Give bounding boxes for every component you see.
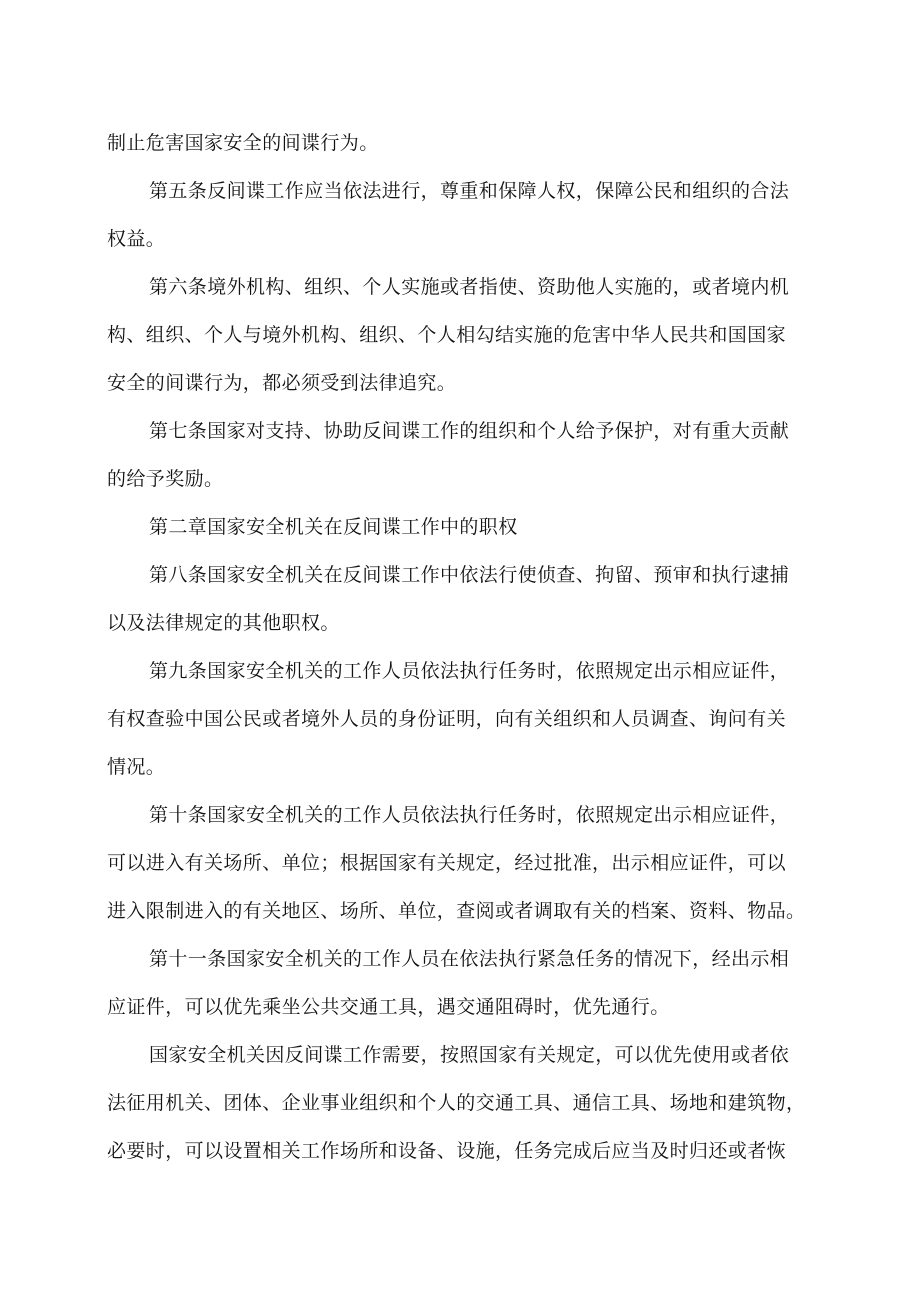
text-line: 权益。 — [107, 228, 166, 250]
text-line: 第八条国家安全机关在反间谍工作中依法行使侦查、拘留、预审和执行逮捕 — [149, 564, 790, 586]
document-body — [107, 119, 822, 1175]
text-line: 进入限制进入的有关地区、场所、单位，查阅或者调取有关的档案、资料、物品。 — [107, 900, 806, 922]
text-line: 第十一条国家安全机关的工作人员在依法执行紧急任务的情况下，经出示相 — [149, 948, 790, 970]
text-line: 第七条国家对支持、协助反间谍工作的组织和个人给予保护，对有重大贡献 — [149, 420, 790, 442]
text-line: 第九条国家安全机关的工作人员依法执行任务时，依照规定出示相应证件， — [149, 660, 790, 682]
text-line: 构、组织、个人与境外机构、组织、个人相勾结实施的危害中华人民共和国国家 — [107, 324, 787, 346]
text-line: 可以进入有关场所、单位；根据国家有关规定，经过批准，出示相应证件，可以 — [107, 852, 787, 874]
text-line: 应证件，可以优先乘坐公共交通工具，遇交通阻碍时，优先通行。 — [107, 996, 670, 1018]
text-line: 以及法律规定的其他职权。 — [107, 612, 340, 634]
text-line: 法征用机关、团体、企业事业组织和个人的交通工具、通信工具、场地和建筑物， — [107, 1092, 806, 1114]
text-line: 制止危害国家安全的间谍行为。 — [107, 132, 379, 154]
text-line: 的给予奖励。 — [107, 468, 224, 490]
text-line: 国家安全机关因反间谍工作需要，按照国家有关规定，可以优先使用或者依 — [149, 1044, 790, 1066]
text-line: 必要时，可以设置相关工作场所和设备、设施，任务完成后应当及时归还或者恢 — [107, 1140, 787, 1162]
text-line: 安全的间谍行为，都必须受到法律追究。 — [107, 372, 457, 394]
text-line: 有权查验中国公民或者境外人员的身份证明，向有关组织和人员调查、询问有关 — [107, 708, 787, 730]
text-line: 情况。 — [107, 756, 166, 778]
text-line: 第六条境外机构、组织、个人实施或者指使、资助他人实施的，或者境内机 — [149, 276, 790, 298]
text-line: 第十条国家安全机关的工作人员依法执行任务时，依照规定出示相应证件， — [149, 804, 790, 826]
chapter-heading: 第二章国家安全机关在反间谍工作中的职权 — [149, 516, 518, 538]
text-line: 第五条反间谍工作应当依法进行，尊重和保障人权，保障公民和组织的合法 — [149, 180, 790, 202]
